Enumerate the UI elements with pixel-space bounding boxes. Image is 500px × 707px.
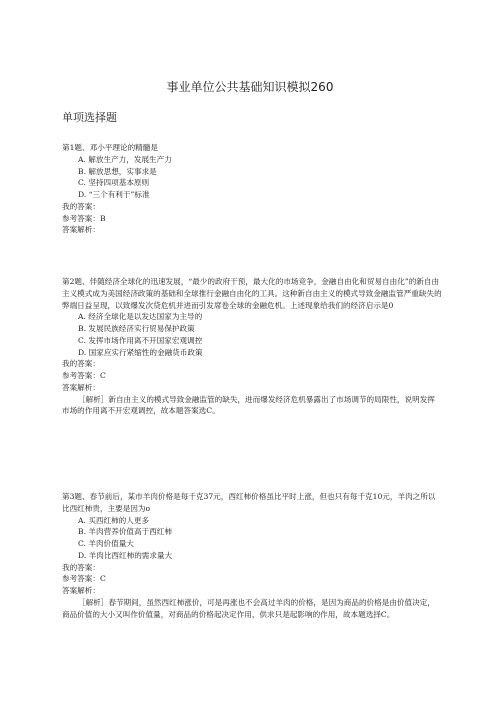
question-1 bbox=[62, 142, 442, 236]
option-b: B. 发展民族经济实行贸易保护政策 bbox=[78, 324, 195, 334]
option-c: C. 羊肉价值量大 bbox=[78, 539, 134, 549]
option-a: A. 买西红柿的人更多 bbox=[78, 515, 150, 525]
reference-answer: 参考答案：C bbox=[62, 574, 106, 584]
analysis-label: 答案解析： bbox=[62, 382, 100, 392]
option-b: B. 羊肉营养价值高于西红柿 bbox=[78, 527, 172, 537]
option-d: D. “三个有利于”标准 bbox=[78, 190, 150, 200]
reference-answer: 参考答案：C bbox=[62, 371, 106, 381]
question-2 bbox=[62, 276, 442, 417]
explanation-text: ［解析］新自由主义的模式导致金融监管的缺失，进而爆发经济危机暴露出了市场调节的局限性，说明发挥市场的作用离不开宏观调控，故本题答案选C。 bbox=[62, 394, 435, 416]
option-c: C. 坚持四项基本原则 bbox=[78, 178, 150, 188]
option-a: A. 经济全球化是以发达国家为主导的 bbox=[78, 312, 203, 322]
analysis-label: 答案解析： bbox=[62, 225, 100, 235]
question-3 bbox=[62, 491, 442, 620]
option-c: C. 发挥市场作用离不开国家宏观调控 bbox=[78, 335, 203, 345]
section-title: 单项选择题 bbox=[62, 111, 117, 124]
question-stem: 第2题、伴随经济全球化的迅速发展，“最少的政府干预，最大化的市场竞争，金融自由化和贸易自由化”的新自由主义模式成为美国经济政策的基础和全球推行金融自由化的工具。这种新自由主义的模式导致金融监管严重缺失的弊端日益呈现，以致爆发次贷危机并进而引发席卷全球的金融危机。上述现象给我们的经济启示是0 bbox=[62, 277, 442, 310]
option-d: D. 羊肉比西红柿的需求量大 bbox=[78, 550, 173, 560]
analysis-label: 答案解析： bbox=[62, 586, 100, 596]
my-answer-label: 我的答案： bbox=[62, 562, 100, 572]
option-a: A. 解放生产力，发展生产力 bbox=[78, 154, 172, 164]
reference-answer: 参考答案：B bbox=[62, 213, 106, 223]
my-answer-label: 我的答案： bbox=[62, 201, 100, 211]
page-title: 事业单位公共基础知识模拟260 bbox=[166, 80, 334, 94]
question-stem: 第1题、邓小平理论的精髓是 bbox=[62, 143, 158, 152]
option-b: B. 解放思想，实事求是 bbox=[78, 166, 157, 176]
my-answer-label: 我的答案： bbox=[62, 359, 100, 369]
option-d: D. 国家应实行紧缩性的金融货币政策 bbox=[78, 347, 203, 357]
question-stem: 第3题、春节前后，某市羊肉价格是每千克37元，西红柿价格虽比平时上涨，但也只有每千克10元，羊肉之所以比西红柿贵，主要是因为o bbox=[62, 492, 436, 513]
explanation-text: ［解析］春节期间，虽然西红柿涨价，可是再涨也不会高过羊肉的价格，是因为商品的价格是由价值决定，商品价值的大小又叫作价值量，对商品的价格起决定作用，供求只是起影响的作用，故本题选择C。 bbox=[62, 597, 435, 619]
